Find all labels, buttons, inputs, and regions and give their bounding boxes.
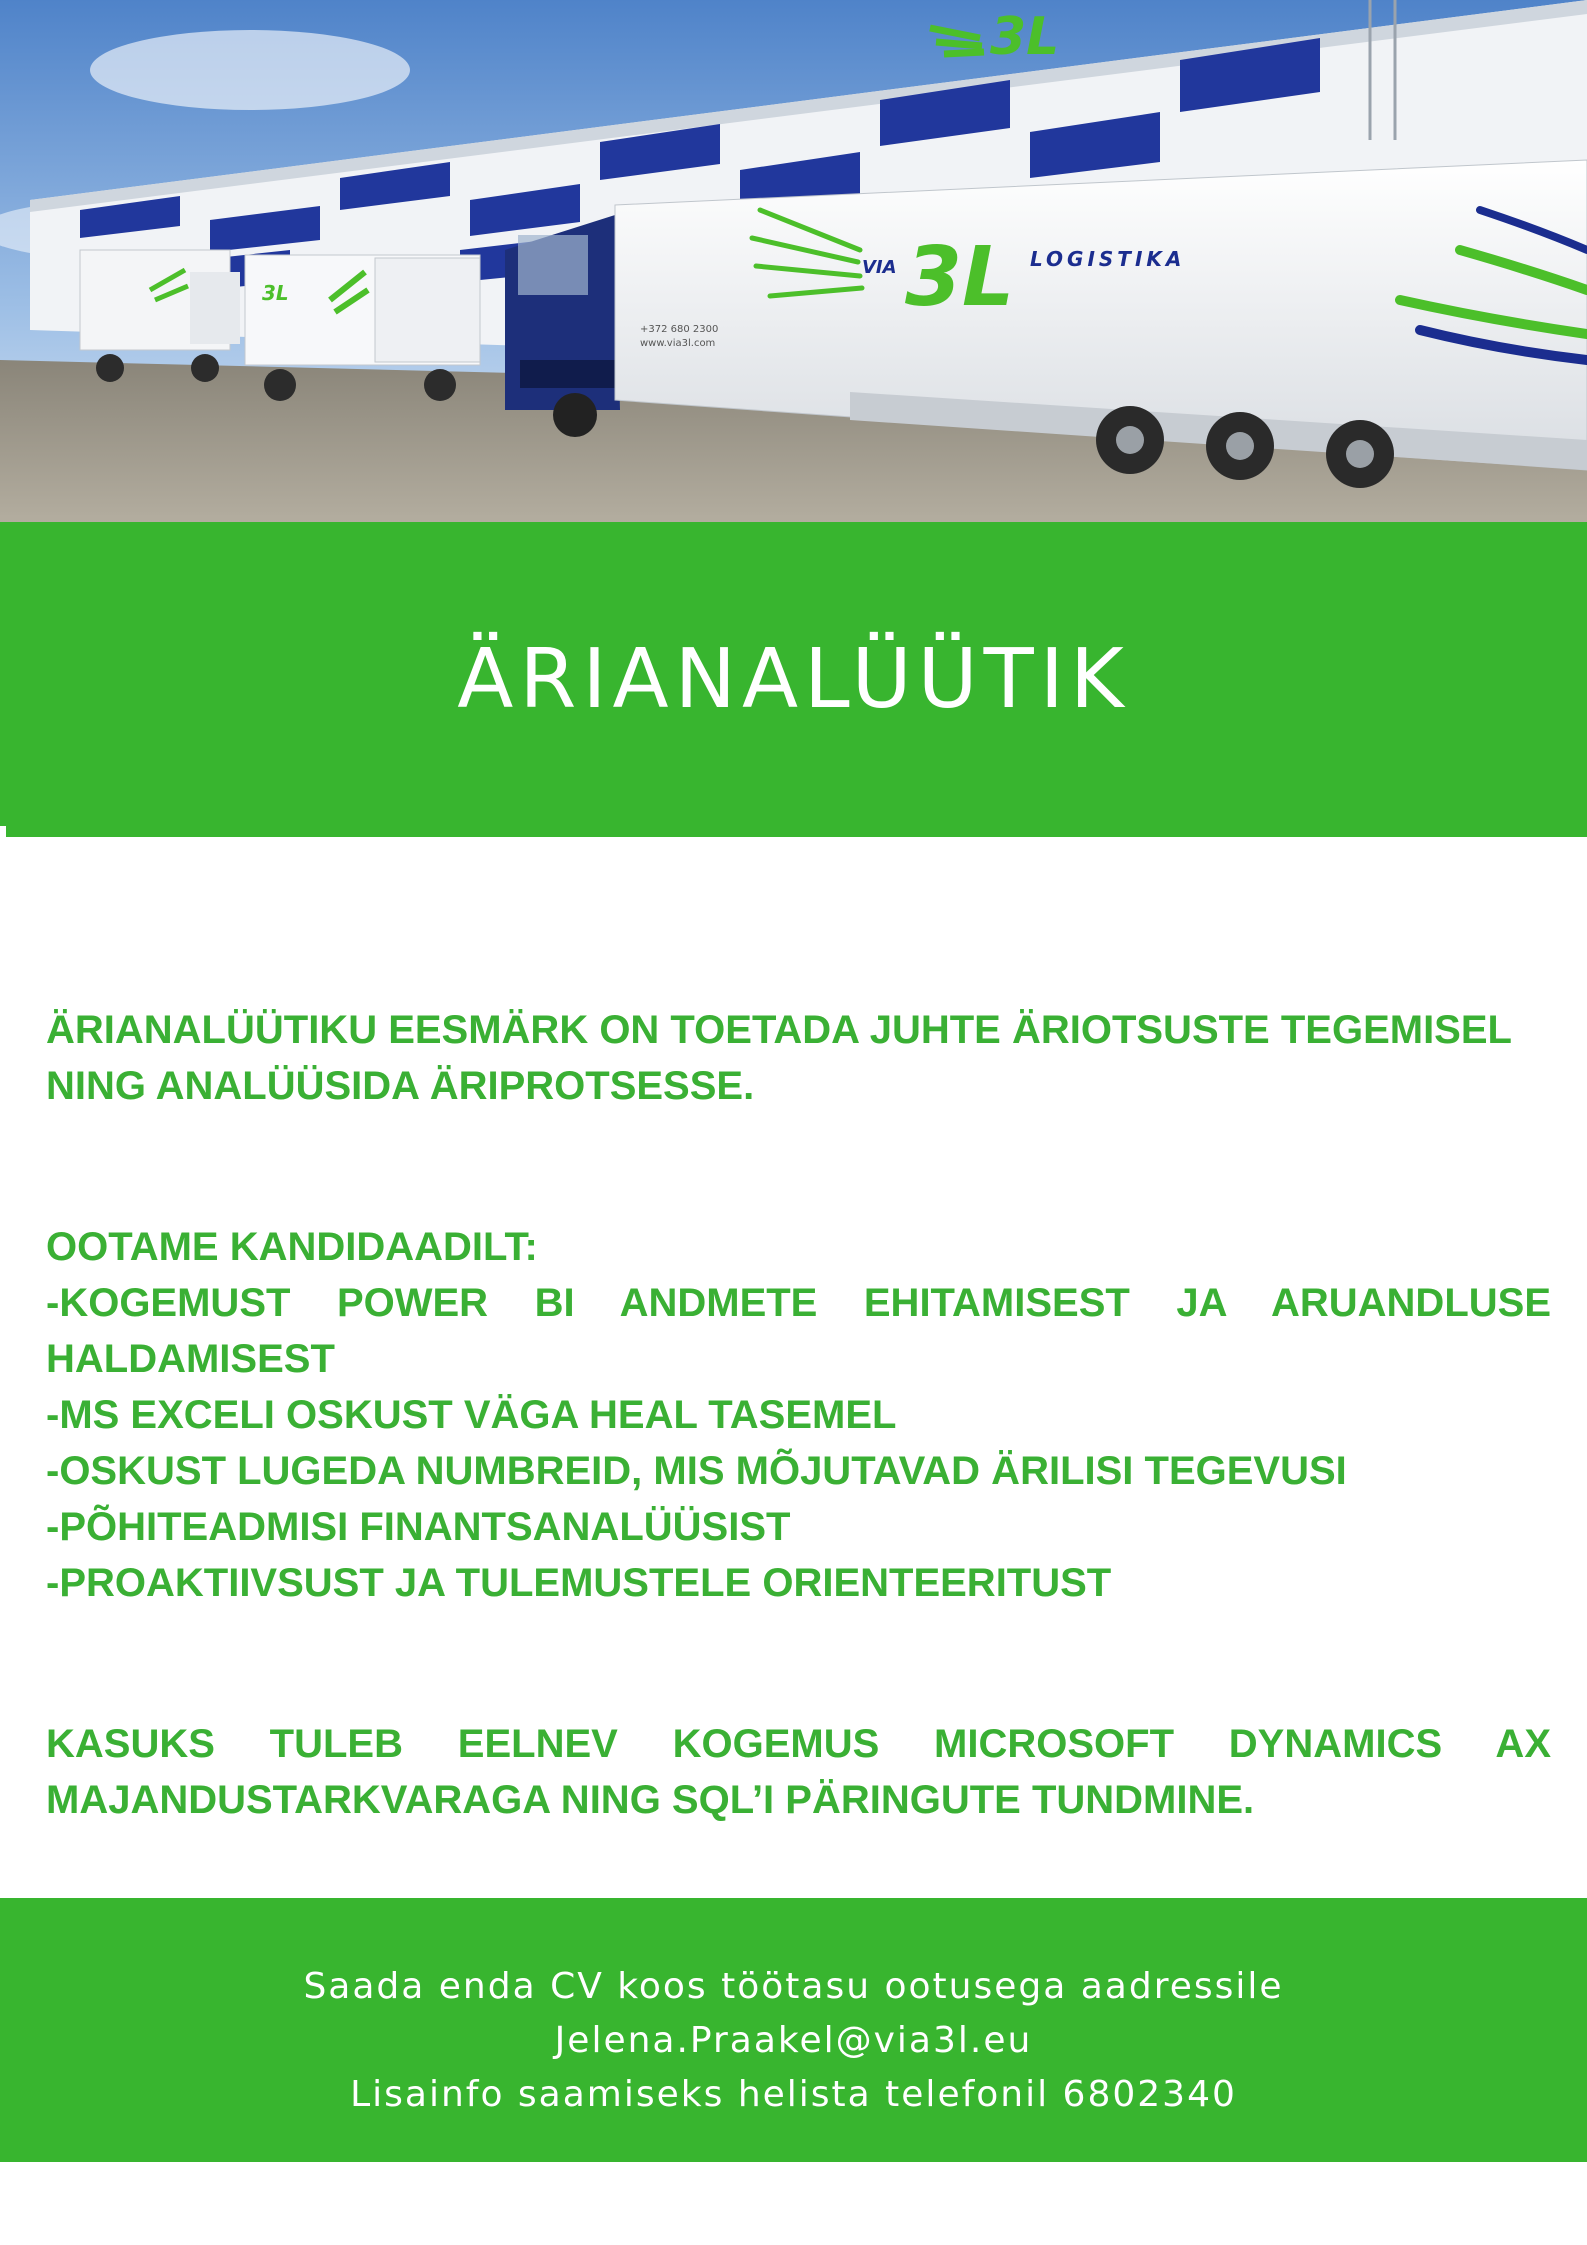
bonus-text: KASUKS TULEB EELNEV KOGEMUS MICROSOFT DYNAMICS AX MAJANDUSTARKVARAGA NING SQL’I PÄRINGUTE TUNDMINE. [46, 1722, 1551, 1822]
requirement-item: -MS EXCELI OSKUST VÄGA HEAL TASEMEL [46, 1393, 897, 1437]
intro-paragraph [46, 1002, 1551, 1114]
intro-text: ÄRIANALÜÜTIKU EESMÄRK ON TOETADA JUHTE ÄRIOTSUSTE TEGEMISEL NING ANALÜÜSIDA ÄRIPROTSESSE. [46, 1008, 1512, 1108]
contact-email[interactable]: Jelena.Praakel@via3l.eu [554, 2020, 1033, 2061]
logo-logistika-text: LOGISTIKA [1030, 247, 1186, 271]
title-band [0, 522, 1587, 837]
hero-photo [0, 0, 1587, 522]
svg-text:3L: 3L [262, 281, 289, 305]
logo-3l-text: 3L [905, 230, 1015, 325]
footer-line-phone: Lisainfo saamiseks helista telefonil 6802340 [350, 2074, 1237, 2115]
svg-text:3L: 3L [990, 7, 1060, 67]
requirement-item: -PROAKTIIVSUST JA TULEMUSTELE ORIENTEERITUST [46, 1561, 1112, 1605]
truck-web-text: www.via3l.com [640, 338, 716, 349]
requirements-heading: OOTAME KANDIDAADILT: [46, 1225, 538, 1269]
requirements-section [46, 1219, 1551, 1611]
bonus-paragraph [46, 1716, 1551, 1828]
contact-footer [0, 1898, 1587, 2162]
band-notch [0, 826, 6, 840]
requirement-item: -KOGEMUST POWER BI ANDMETE EHITAMISEST JA ARUANDLUSE HALDAMISEST [46, 1281, 1551, 1381]
page-title: ÄRIANALÜÜTIK [457, 632, 1130, 727]
footer-line-apply: Saada enda CV koos töötasu ootusega aadressile [303, 1966, 1284, 2007]
logo-via-text: VIA [862, 257, 897, 278]
requirement-item: -OSKUST LUGEDA NUMBREID, MIS MÕJUTAVAD ÄRILISI TEGEVUSI [46, 1449, 1347, 1493]
truck-phone-text: +372 680 2300 [640, 324, 719, 335]
requirement-item: -PÕHITEADMISI FINANTSANALÜÜSIST [46, 1505, 791, 1549]
